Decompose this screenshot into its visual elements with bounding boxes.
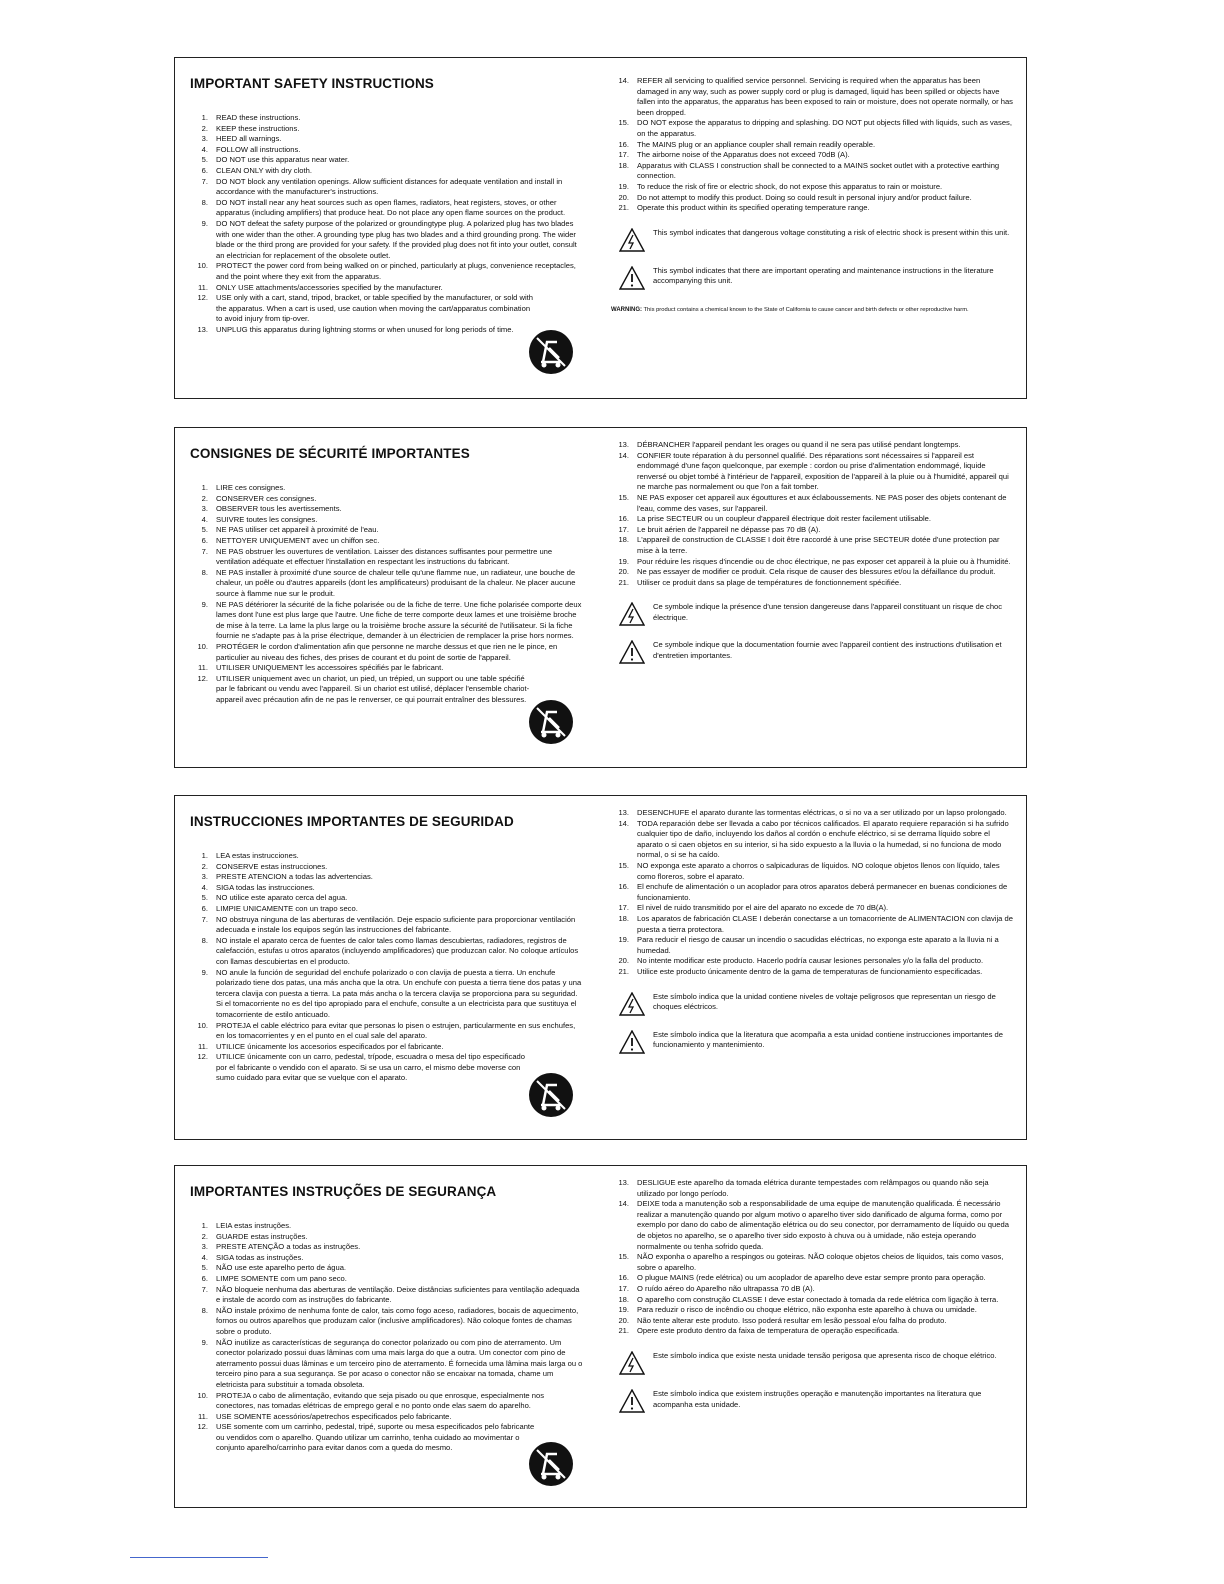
list-item: 6. CLEAN ONLY with dry cloth. [201,165,312,175]
list-item: 13. DESENCHUFE el aparato durante las tormentas eléctricas, o si no va a ser utilizado por un lapso prolongado. [618,808,1007,817]
instruction-list [190,1221,585,1454]
cart-warning-icon [527,1440,575,1488]
list-item: 6. LIMPE SOMENTE com um pano seco. [201,1273,347,1283]
list-item: 10. PROTEJA el cable eléctrico para evitar que personas lo pisen o estrujen, particularmente en sus enchufes, en los tomacorrientes y en el punto en el cual sale del aparato. [197,1020,576,1041]
right-column [611,440,1013,664]
right-column [611,1178,1013,1413]
list-item: 17. The airborne noise of the Apparatus does not exceed 70dB (A). [618,150,850,160]
list-item: 14. DEIXE toda a manutenção sob a responsabilidade de uma equipe de manutenção qualificada. É necessário realizar a manutenção quando por algum motivo o aparelho tiver sido danificado de alguma forma, como por exemplo por dano do cabo de alimentação elétrica ou do seu conector, por derramamento de líquido ou queda de objetos no aparelho, se o aparelho tiver sido exposto à chuva ou à umidade, não esteja operando normalmente ou tenha sofrido queda. [618,1199,1009,1251]
list-item: 20. Não tente alterar este produto. Isso poderá resultar em lesão pessoal e/ou falha do produto. [618,1315,947,1325]
list-item: 3. PRESTE ATENÇÃO a todas as instruções. [201,1242,361,1252]
list-item: 13. UNPLUG this apparatus during lightning storms or when unused for long periods of time. [197,324,514,334]
list-item: 18. Los aparatos de fabricación CLASE I deberán conectarse a un tomacorriente de ALIMENTACION con clavija de puesta a tierra protectora. [618,913,1013,934]
list-item: 4. FOLLOW all instructions. [201,144,301,154]
list-item: 6. NETTOYER UNIQUEMENT avec un chiffon sec. [201,535,380,545]
list-item: 1. LEA estas instrucciones. [201,851,299,860]
list-item: 4. SUIVRE toutes les consignes. [201,514,318,524]
list-item: 7. NE PAS obstruer les ouvertures de ventilation. Laisser des distances suffisantes pour permettre une ventilation adéquate et effectuer l'installation en respectant les instructions du fabricant. [201,546,553,567]
section-title: IMPORTANTES INSTRUÇÕES DE SEGURANÇA [190,1184,497,1199]
list-item: 8. DO NOT install near any heat sources such as open flames, radiators, heat registers, stoves, or other apparatus (including amplifiers) that produce heat. Do not place any open flame sources on the product. [201,197,566,218]
list-item: 21. Utiliser ce produit dans sa plage de températures de fonctionnement spécifiée. [618,577,902,587]
list-item: 18. O aparelho com construção CLASSE I deve estar conectado à tomada da rede elétrica com ligação à terra. [618,1294,999,1304]
list-item: 11. ONLY USE attachments/accessories specified by the manufacturer. [198,282,443,292]
left-column [190,814,585,1084]
list-item: 5. DO NOT use this apparatus near water. [201,155,350,165]
right-column [611,76,1013,314]
instruction-list [611,808,1013,978]
list-item: 21. Opere este produto dentro da faixa de temperatura de operação especificada. [618,1326,900,1336]
section-portuguese [174,1165,1027,1508]
exclamation-warning-icon [619,1389,645,1413]
instruction-list [190,483,585,705]
list-item: 16. O plugue MAINS (rede elétrica) ou um acoplador de aparelho deve estar sempre pronto para operação. [618,1273,986,1283]
left-column [190,1184,585,1454]
symbol-note: This symbol indicates that there are important operating and maintenance instructions in the literature accompanying this unit. [611,266,1013,290]
list-item: 12. USE only with a cart, stand, tripod, bracket, or table specified by the manufacturer, or sold with the apparatus. When a cart is used, use caution when moving the cart/apparatus combination to avoid injury from tip-over. [197,293,533,324]
list-item: 1. LEIA estas instruções. [201,1221,292,1230]
list-item: 7. NÃO bloqueie nenhuma das aberturas de ventilação. Deixe distâncias suficientes para ventilação adequada e instale de acordo com as instruções do fabricante. [201,1284,580,1305]
list-item: 15. NE PAS exposer cet appareil aux égouttures et aux éclaboussements. NE PAS poser des objets contenant de l'eau, comme des vases, sur l'appareil. [618,492,1007,513]
list-item: 9. DO NOT defeat the safety purpose of the polarized or groundingtype plug. A polarized plug has two blades with one wider than the other. A grounding type plug has two blades and a third grounding prong. The wider blade or the third prong are provided for your safety. If the provided plug does not fit into your outlet, consult an electrician for replacement of the obsolete outlet. [201,218,577,260]
list-item: 14. TODA reparación debe ser llevada a cabo por técnicos calificados. El aparato requiere reparación si ha sufrido cualquier tipo de daño, incluyendo los daños al cordón o enchufe eléctrico, si se derrama líquido sobre el aparato o si caen objetos en su interior, si ha sido expuesto a la lluvia o la humedad, si no funciona de modo normal, o si se ha caído. [618,818,1009,860]
list-item: 20. Do not attempt to modify this product. Doing so could result in personal injury and/or product failure. [618,192,972,202]
list-item: 12. USE somente com um carrinho, pedestal, tripé, suporte ou mesa especificados pelo fabricante ou vendidos com o aparelho. Quando utilizar um carrinho, tenha cuidado ao movimentar o conjunto aparelho/carrinho para evitar danos com a queda do mesmo. [197,1422,535,1453]
instruction-list [611,1178,1013,1337]
list-item: 16. La prise SECTEUR ou un coupleur d'appareil électrique doit rester facilement utilisable. [618,514,931,524]
list-item: 4. SIGA todas as instruções. [201,1252,304,1262]
california-warning: WARNING: This product contains a chemical known to the State of California to cause cancer and birth defects or other reproductive harm. [611,306,969,313]
list-item: 17. Le bruit aérien de l'appareil ne dépasse pas 70 dB (A). [618,524,821,534]
right-column [611,808,1013,1054]
list-item: 5. NÃO use este aparelho perto de água. [201,1263,347,1273]
instruction-list [611,440,1013,588]
list-item: 15. NO exponga este aparato a chorros o salpicaduras de líquidos. NO coloque objetos llenos con líquido, tales como floreros, sobre el aparato. [618,860,1000,881]
symbol-note: Este símbolo indica que la unidad contiene niveles de voltaje peligrosos que representan un riesgo de choques eléctricos. [611,992,1013,1016]
list-item: 19. Para reduzir o risco de incêndio ou choque elétrico, não exponha este aparelho à chuva ou umidade. [618,1305,977,1315]
symbol-note: Ce symbole indique que la documentation fournie avec l'appareil contient des instructions d'utilisation et d'entretien importantes. [611,640,1013,664]
section-french [174,427,1027,768]
cart-warning-icon [527,328,575,376]
footer-rule [130,1557,268,1558]
list-item: 13. DÉBRANCHER l'appareil pendant les orages ou quand il ne sera pas utilisé pendant longtemps. [618,440,961,449]
list-item: 4. SIGA todas las instrucciones. [201,882,315,892]
symbol-note: Este símbolo indica que existe nesta unidade tensão perigosa que apresenta risco de choque elétrico. [611,1351,1013,1375]
list-item: 12. UTILISER uniquement avec un chariot, un pied, un trépied, un support ou une table spécifié par le fabricant ou vendu avec l'appareil. Si un chariot est utilisé, déplacer l'ensemble chariot-appareil avec précaution afin de ne pas le renverser, ce qui pourrait entraîner des blessures. [197,673,530,704]
list-item: 6. LIMPIE UNICAMENTE con un trapo seco. [201,903,358,913]
exclamation-warning-icon [619,266,645,290]
list-item: 8. NO instale el aparato cerca de fuentes de calor tales como llamas descubiertas, radiadores, registros de calefacción, estufas u otros aparatos (incluyendo amplificadores) que produzcan calor. No coloque artículos con llamas descubiertas en el producto. [201,935,579,966]
left-column [190,446,585,705]
list-item: 9. NO anule la función de seguridad del enchufe polarizado o con clavija de puesta a tierra. Un enchufe polarizado tiene dos patas, una más ancha que la otra. Un enchufe con puesta a tierra tiene dos patas y una tercera clavija con puesta a tierra. La pata más ancha o la tercera clavija se proporciona para su seguridad. Si el tomacorriente no es del tipo apropiado para el enchufe, consulte a un electricista para que sustituya el tomacorriente de estilo anticuado. [201,967,582,1019]
list-item: 15. NÃO exponha o aparelho a respingos ou goteiras. NÃO coloque objetos cheios de líquidos, tais como vasos, sobre o aparelho. [618,1252,1004,1272]
list-item: 20. Ne pas essayer de modifier ce produit. Cela risque de causer des blessures et/ou la défaillance du produit. [618,567,996,577]
list-item: 3. PRESTE ATENCION a todas las advertencias. [201,872,373,882]
list-item: 13. DESLIGUE este aparelho da tomada elétrica durante tempestades com relâmpagos ou quando não seja utilizado por longo período. [618,1178,989,1198]
list-item: 12. UTILICE únicamente con un carro, pedestal, trípode, escuadra o mesa del tipo especificado por el fabricante o vendido con el aparato. Si se usa un carro, el mismo debe moverse con sumo cuidado para evitar que se vuelque con el aparato. [197,1052,525,1083]
list-item: 17. El nivel de ruido transmitido por el aire del aparato no excede de 70 dB(A). [618,903,889,913]
list-item: 2. CONSERVE estas instrucciones. [201,861,328,871]
list-item: 15. DO NOT expose the apparatus to dripping and splashing. DO NOT put objects filled with liquids, such as vases, on the apparatus. [618,118,1012,138]
list-item: 2. KEEP these instructions. [201,123,300,133]
list-item: 9. NÃO inutilize as características de segurança do conector polarizado ou com pino de aterramento. Um conector polarizado possui duas lâminas com uma mais larga do que a outra. Um conector com pino de aterramento possui duas lâminas e um terceiro pino de aterramento. É fornecida uma lâmina mais larga ou o terceiro pino para a sua segurança. Se por acaso o conector não se encaixar na tomada, chame um eletricista para substituir a tomada obsoleta. [201,1337,583,1389]
list-item: 8. NÃO instale próximo de nenhuma fonte de calor, tais como fogo aceso, radiadores, bocais de aquecimento, fornos ou outros aparelhos que produzam calor (inclusive amplificadores). Não coloque fontes de chamas sobre o produto. [201,1305,579,1336]
instruction-list [190,113,585,335]
list-item: 5. NO utilice este aparato cerca del agua. [201,893,348,903]
list-item: 19. To reduce the risk of fire or electric shock, do not expose this apparatus to rain or moisture. [618,181,943,191]
list-item: 10. PROTEJA o cabo de alimentação, evitando que seja pisado ou que enrosque, especialmente nos conectores, nas tomadas elétricas de emprego geral e no ponto onde elas saem do aparelho. [197,1390,545,1411]
lightning-warning-icon [619,992,645,1016]
list-item: 21. Utilice este producto únicamente dentro de la gama de temperaturas de funcionamiento especificadas. [618,966,983,976]
list-item: 19. Pour réduire les risques d'incendie ou de choc électrique, ne pas exposer cet appareil à la pluie ou à l'humidité. [618,556,1011,566]
list-item: 20. No intente modificar este producto. Hacerlo podría causar lesiones personales y/o la falla del producto. [618,956,984,966]
list-item: 16. El enchufe de alimentación o un acoplador para otros aparatos deberá permanecer en buenas condiciones de funcionamiento. [618,882,1008,902]
list-item: 5. NE PAS utiliser cet appareil à proximité de l'eau. [201,525,379,535]
symbol-note: This symbol indicates that dangerous voltage constituting a risk of electric shock is present within this unit. [611,228,1013,252]
cart-warning-icon [527,698,575,746]
instruction-list [190,851,585,1084]
instruction-list [611,76,1013,214]
list-item: 14. REFER all servicing to qualified service personnel. Servicing is required when the apparatus has been damaged in any way, such as power supply cord or plug is damaged, liquid has been spilled or objects have fallen into the apparatus, the apparatus has been exposed to rain or moisture, does not operate normally, or has been dropped. [618,76,1013,117]
list-item: 14. CONFIER toute réparation à du personnel qualifié. Des réparations sont nécessaires si l'appareil est endommagé d'une façon quelconque, par exemple : cordon ou prise d'alimentation endommagé, liquide renversé ou objet tombé à l'intérieur de l'appareil, exposition de l'appareil à la pluie ou à l'humidité, appareil qui ne marche pas normalement ou que l'on a fait tomber. [618,450,1009,492]
list-item: 21. Operate this product within its specified operating temperature range. [618,203,870,213]
list-item: 3. HEED all warnings. [201,134,282,144]
list-item: 11. USE SOMENTE acessórios/apetrechos especificados pelo fabricante. [198,1411,452,1421]
list-item: 18. L'appareil de construction de CLASSE I doit être raccordé à une prise SECTEUR dotée d'une protection par mise à la terre. [618,535,1000,555]
symbol-note: Este símbolo indica que la literatura que acompaña a esta unidad contiene instrucciones importantes de funcionamiento y mantenimiento. [611,1030,1013,1054]
section-title: IMPORTANT SAFETY INSTRUCTIONS [190,76,434,91]
list-item: 11. UTILICE únicamente los accesorios especificados por el fabricante. [198,1041,444,1051]
list-item: 11. UTILISER UNIQUEMENT les accessoires spécifiés par le fabricant. [198,663,444,673]
list-item: 16. The MAINS plug or an appliance coupler shall remain readily operable. [618,139,876,149]
exclamation-warning-icon [619,640,645,664]
lightning-warning-icon [619,1351,645,1375]
exclamation-warning-icon [619,1030,645,1054]
list-item: 18. Apparatus with CLASS I construction shall be connected to a MAINS socket outlet with a protective earthing connection. [618,160,1000,181]
lightning-warning-icon [619,228,645,252]
list-item: 17. O ruído aéreo do Aparelho não ultrapassa 70 dB (A). [618,1283,815,1293]
left-column [190,76,585,335]
list-item: 7. NO obstruya ninguna de las aberturas de ventilación. Deje espacio suficiente para proporcionar ventilación adecuada e instale los equipos según las instrucciones del fabricante. [201,914,576,935]
symbol-note: Ce symbole indique la présence d'une tension dangereuse dans l'appareil constituant un risque de choc électrique. [611,602,1013,626]
section-spanish [174,795,1027,1140]
list-item: 3. OBSERVER tous les avertissements. [201,504,342,514]
list-item: 19. Para reducir el riesgo de causar un incendio o sacudidas eléctricas, no exponga este aparato a la lluvia ni a humedad. [618,935,999,955]
lightning-warning-icon [619,602,645,626]
list-item: 1. READ these instructions. [201,113,301,122]
section-title: CONSIGNES DE SÉCURITÉ IMPORTANTES [190,446,470,461]
list-item: 7. DO NOT block any ventilation openings. Allow sufficient distances for adequate ventilation and install in accordance with the manufacturer's instructions. [201,176,563,197]
list-item: 10. PROTECT the power cord from being walked on or pinched, particularly at plugs, convenience receptacles, and the point where they exit from the apparatus. [197,261,576,281]
list-item: 2. CONSERVER ces consignes. [201,493,317,503]
list-item: 8. NE PAS installer à proximité d'une source de chaleur telle qu'une flamme nue, un radiateur, une bouche de chaleur, un poêle ou d'autres appareils (dont les amplificateurs) produisant de la chaleur. Ne placer aucune source à flamme nue sur le produit. [201,567,576,598]
section-english [174,57,1027,399]
list-item: 10. PROTÉGER le cordon d'alimentation afin que personne ne marche dessus et que rien ne le pince, en particulier au niveau des fiches, des prises de courant et du point de sortie de l'appareil. [197,641,558,662]
section-title: INSTRUCCIONES IMPORTANTES DE SEGURIDAD [190,814,514,829]
list-item: 9. NE PAS détériorer la sécurité de la fiche polarisée ou de la fiche de terre. Une fiche polarisée comporte deux lames dont l'une est plus large que l'autre. Une fiche de terre comporte deux lames et une troisième broche de mise à la terre. La lame la plus large ou la troisième broche assure la sécurité de l'utilisateur. Si la fiche fournie ne s'adapte pas à la prise électrique, demander à un électricien de remplacer la prise hors normes. [201,599,582,641]
symbol-note: Este símbolo indica que existem instruções operação e manutenção importantes na literatura que acompanha esta unidade. [611,1389,1013,1413]
list-item: 1. LIRE ces consignes. [201,483,286,492]
cart-warning-icon [527,1071,575,1119]
list-item: 2. GUARDE estas instruções. [201,1231,308,1241]
